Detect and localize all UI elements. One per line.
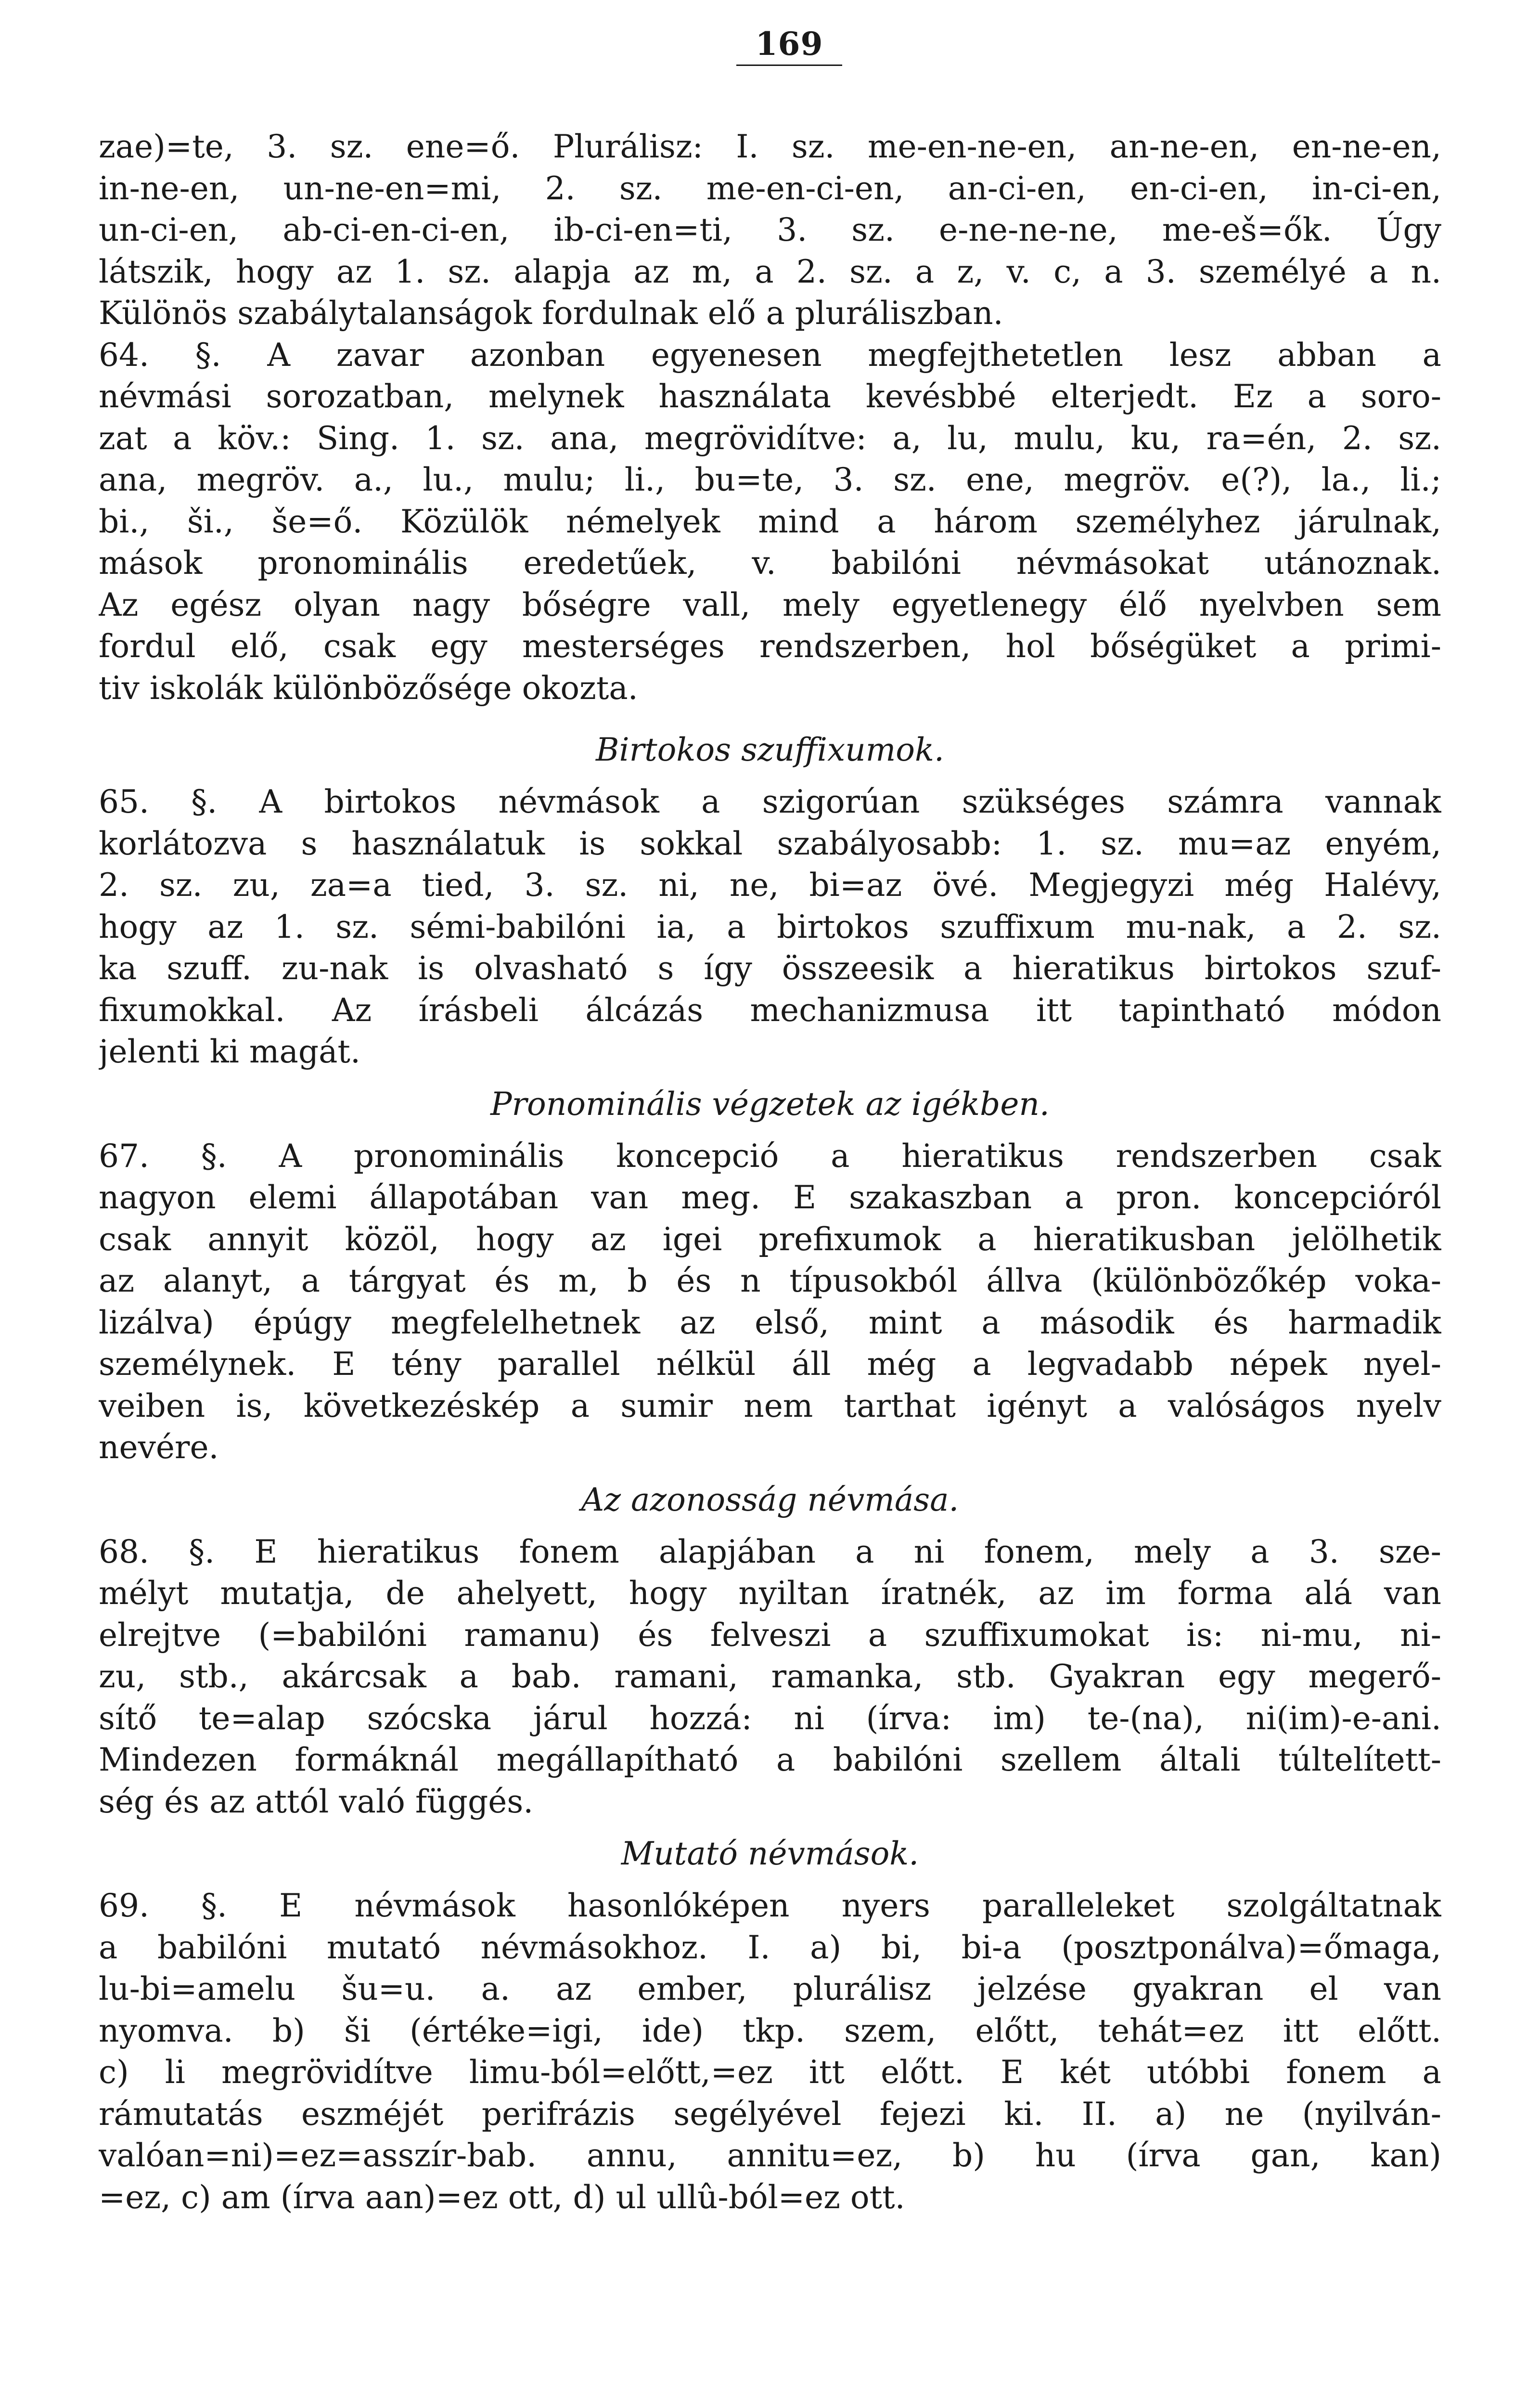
text-line: =ez, c) am (írva aan)=ez ott, d) ul ullû-ból=ez ott.	[99, 2178, 905, 2216]
text-line: zu, stb., akárcsak a bab. ramani, ramanka, stb. Gyakran egy megerő-	[99, 1658, 1441, 1695]
section-heading-pronominalis: Pronominális végzetek az igékben.	[490, 1085, 1050, 1123]
text-line: 65. §. A birtokos névmások a szigorúan szükséges számra vannak	[99, 783, 1441, 820]
text-line: személynek. E tény parallel nélkül áll még a legvadabb népek nyel-	[99, 1346, 1441, 1383]
text-line: korlátozva s használatuk is sokkal szabályosabb: 1. sz. mu=az enyém,	[99, 825, 1441, 862]
text-line: nagyon elemi állapotában van meg. E szakaszban a pron. koncepcióról	[99, 1179, 1441, 1216]
text-line: c) li megrövidítve limu-ból=előtt,=ez itt előtt. E két utóbbi fonem a	[99, 2054, 1441, 2091]
text-line: az alanyt, a tárgyat és m, b és n típusokból állva (különbözőkép voka-	[99, 1262, 1441, 1299]
paragraph-64	[99, 335, 1441, 710]
section-heading-azonossag: Az azonosság névmása.	[581, 1481, 959, 1518]
page-body	[99, 126, 1441, 2218]
text-line: Az egész olyan nagy bőségre vall, mely egyetlenegy élő nyelvben sem	[99, 586, 1441, 623]
text-line: veiben is, következéskép a sumir nem tarthat igényt a valóságos nyelv	[99, 1387, 1441, 1424]
text-line: 68. §. E hieratikus fonem alapjában a ni fonem, mely a 3. sze-	[99, 1533, 1441, 1570]
paragraph-65	[99, 781, 1441, 1073]
text-line: mélyt mutatja, de ahelyett, hogy nyiltan íratnék, az im forma alá van	[99, 1575, 1441, 1612]
text-line: zae)=te, 3. sz. ene=ő. Plurálisz: I. sz. me-en-ne-en, an-ne-en, en-ne-en,	[99, 128, 1441, 165]
text-line: bi., ši., še=ő. Közülök némelyek mind a három személyhez járulnak,	[99, 503, 1441, 540]
text-line: un-ci-en, ab-ci-en-ci-en, ib-ci-en=ti, 3. sz. e-ne-ne-ne, me-eš=ők. Úgy	[99, 211, 1441, 248]
text-line: ség és az attól való függés.	[99, 1783, 534, 1820]
paragraph-67	[99, 1136, 1441, 1469]
text-line: elrejtve (=babilóni ramanu) és felveszi a szuffixumokat is: ni-mu, ni-	[99, 1616, 1441, 1654]
page-number-underline	[736, 65, 842, 66]
text-line: látszik, hogy az 1. sz. alapja az m, a 2. sz. a z, v. c, a 3. személyé a n.	[99, 253, 1441, 290]
page-number: 169	[755, 25, 823, 63]
text-line: a babilóni mutató névmásokhoz. I. a) bi, bi-a (posztponálva)=őmaga,	[99, 1928, 1441, 1966]
text-line: tiv iskolák különbözősége okozta.	[99, 669, 638, 707]
text-line: Különös szabálytalanságok fordulnak elő a pluráliszban.	[99, 295, 1003, 332]
text-line: 69. §. E névmások hasonlóképen nyers paralleleket szolgáltatnak	[99, 1887, 1441, 1924]
text-line: hogy az 1. sz. sémi-babilóni ia, a birtokos szuffixum mu-nak, a 2. sz.	[99, 908, 1441, 945]
section-heading-birtokos: Birtokos szuffixumok.	[595, 731, 945, 768]
text-line: ana, megröv. a., lu., mulu; li., bu=te, 3. sz. ene, megröv. e(?), la., li.;	[99, 461, 1441, 498]
text-line: csak annyit közöl, hogy az igei prefixumok a hieratikusban jelölhetik	[99, 1220, 1441, 1258]
paragraph-68	[99, 1531, 1441, 1823]
text-line: sítő te=alap szócska járul hozzá: ni (írva: im) te-(na), ni(im)-e-ani.	[99, 1699, 1441, 1737]
text-line: fixumokkal. Az írásbeli álcázás mechanizmusa itt tapintható módon	[99, 991, 1441, 1029]
text-line: nyomva. b) ši (értéke=igi, ide) tkp. szem, előtt, tehát=ez itt előtt.	[99, 2012, 1441, 2049]
text-line: zat a köv.: Sing. 1. sz. ana, megrövidítve: a, lu, mulu, ku, ra=én, 2. sz.	[99, 419, 1441, 457]
text-line: névmási sorozatban, melynek használata kevésbbé elterjedt. Ez a soro-	[99, 378, 1441, 415]
text-line: valóan=ni)=ez=asszír-bab. annu, annitu=ez, b) hu (írva gan, kan)	[99, 2137, 1441, 2174]
paragraph-plural	[99, 126, 1441, 335]
text-line: ka szuff. zu-nak is olvasható s így összeesik a hieratikus birtokos szuf-	[99, 950, 1441, 987]
text-line: mások pronominális eredetűek, v. babilóni névmásokat utánoznak.	[99, 544, 1441, 582]
text-line: 2. sz. zu, za=a tied, 3. sz. ni, ne, bi=az övé. Megjegyzi még Halévy,	[99, 867, 1441, 904]
text-line: nevére.	[99, 1429, 219, 1466]
section-heading-mutato: Mutató névmások.	[621, 1835, 919, 1872]
text-line: fordul elő, csak egy mesterséges rendszerben, hol bőségüket a primi-	[99, 628, 1441, 665]
text-line: Mindezen formáknál megállapítható a babilóni szellem általi túltelített-	[99, 1741, 1441, 1778]
text-line: 67. §. A pronominális koncepció a hieratikus rendszerben csak	[99, 1137, 1441, 1175]
paragraph-69	[99, 1885, 1441, 2218]
text-line: lizálva) épúgy megfelelhetnek az első, mint a második és harmadik	[99, 1304, 1441, 1341]
text-line: rámutatás eszméjét perifrázis segélyével fejezi ki. II. a) ne (nyilván-	[99, 2095, 1441, 2133]
text-line: jelenti ki magát.	[99, 1033, 360, 1070]
text-line: in-ne-en, un-ne-en=mi, 2. sz. me-en-ci-en, an-ci-en, en-ci-en, in-ci-en,	[99, 169, 1441, 207]
text-line: lu-bi=amelu šu=u. a. az ember, plurálisz jelzése gyakran el van	[99, 1970, 1441, 2007]
text-line: 64. §. A zavar azonban egyenesen megfejthetetlen lesz abban a	[99, 336, 1441, 374]
